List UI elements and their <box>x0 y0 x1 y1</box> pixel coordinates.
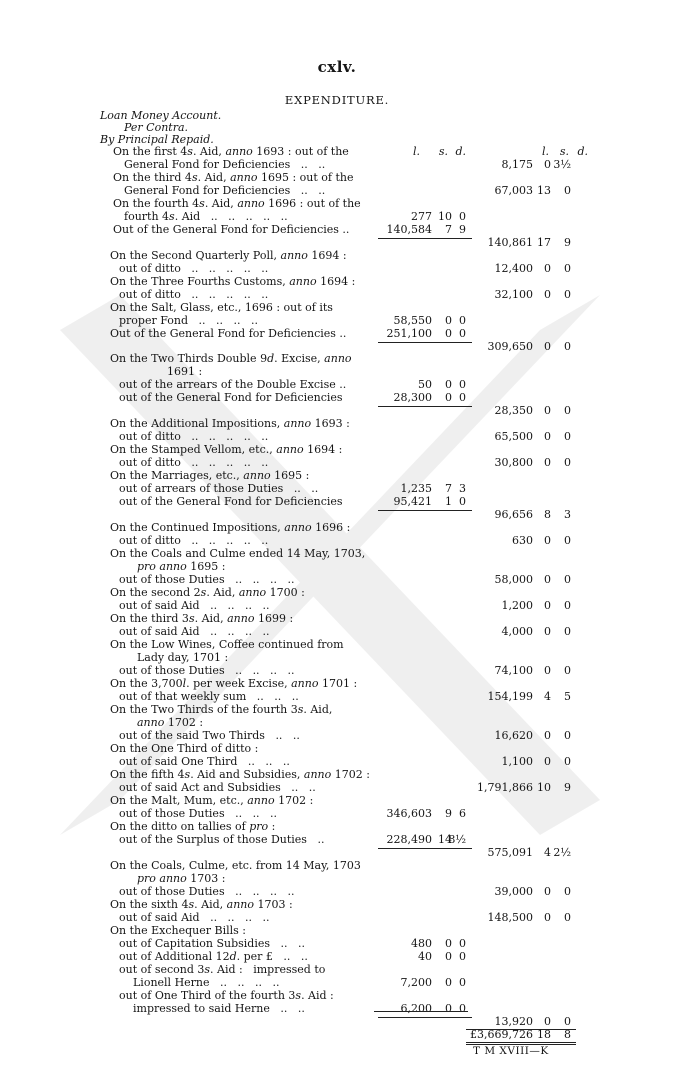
ledger-line-text: Lionell Herne .. .. .. .. <box>133 976 280 989</box>
amount-a-pounds: 58,550 <box>393 314 432 327</box>
ledger-line-text: On the 3,700l. per week Excise, anno 1701 : <box>110 677 358 690</box>
ledger-line-text: Lady day, 1701 : <box>137 651 229 664</box>
ledger-line-text: impressed to said Herne .. .. <box>133 1002 305 1015</box>
amount-b-pence: 0 <box>564 534 571 547</box>
amount-b-shillings: 0 <box>544 625 551 638</box>
grand-total-rule <box>466 1042 576 1043</box>
amount-b-pence: 0 <box>564 729 571 742</box>
ledger-line-text: On the Additional Impositions, anno 1693 : <box>110 417 350 430</box>
ledger-line-text: On the Malt, Mum, etc., anno 1702 : <box>110 794 314 807</box>
ledger-line-text: out of said Aid .. .. .. .. <box>119 625 270 638</box>
col-a-shillings-header: s. <box>438 145 448 158</box>
amount-a-pence: 0 <box>459 950 466 963</box>
amount-b-pounds: 8,175 <box>501 158 533 171</box>
footer-signature: T M XVIII—K <box>473 1045 549 1057</box>
ledger-line-text: out of that weekly sum .. .. .. <box>119 690 299 703</box>
ledger-line-text: out of said Aid .. .. .. .. <box>119 599 270 612</box>
amount-b-pence: 0 <box>564 262 571 275</box>
amount-a-pence: 0 <box>459 976 466 989</box>
ledger-line-text: out of those Duties .. .. .. .. <box>119 573 295 586</box>
ledger-line-text: out of those Duties .. .. .. .. <box>119 885 295 898</box>
amount-b-pounds: 67,003 <box>494 184 533 197</box>
amount-b-pence: 0 <box>564 340 571 353</box>
amount-b-pence: 9 <box>564 781 571 794</box>
amount-a-pounds: 140,584 <box>386 223 432 236</box>
amount-b-pounds: 39,000 <box>494 885 533 898</box>
amount-a-pence: 0 <box>459 210 466 223</box>
ledger-line-text: On the Two Thirds Double 9d. Excise, anno <box>110 352 352 365</box>
ledger-line-text: On the Two Thirds of the fourth 3s. Aid, <box>110 703 333 716</box>
amount-b-pence: 0 <box>564 625 571 638</box>
ledger-line-text: out of the Surplus of those Duties .. <box>119 833 325 846</box>
ledger-line-text: On the Exchequer Bills : <box>110 924 246 937</box>
ledger-line-text: out of arrears of those Duties .. .. <box>119 482 319 495</box>
col-a-pounds-header: l. <box>412 145 420 158</box>
amount-b-shillings: 0 <box>544 534 551 547</box>
amount-a-shillings: 0 <box>445 378 452 391</box>
ledger-line-text: Out of the General Fond for Deficiencies .. <box>113 223 350 236</box>
amount-a-pounds: 28,300 <box>393 391 432 404</box>
ledger-line-text: On the Coals, Culme, etc. from 14 May, 1703 <box>110 859 361 872</box>
amount-a-shillings: 0 <box>445 314 452 327</box>
amount-b-shillings: 0 <box>544 288 551 301</box>
amount-a-pence: 0 <box>459 495 466 508</box>
amount-b-pence: 0 <box>564 664 571 677</box>
amount-a-pence: 8½ <box>448 833 466 846</box>
amount-b-shillings: 4 <box>544 846 551 859</box>
ledger-line-text: out of the General Fond for Deficiencies <box>119 391 343 404</box>
amount-a-pence: 6 <box>459 807 466 820</box>
amount-a-pounds: 480 <box>411 937 432 950</box>
amount-b-shillings: 0 <box>544 340 551 353</box>
subtotal-rule <box>378 510 472 511</box>
ledger-line-text: pro anno 1695 : <box>137 560 226 573</box>
amount-a-shillings: 10 <box>438 210 452 223</box>
amount-b-pounds: 12,400 <box>494 262 533 275</box>
col-a-pence-header: d. <box>455 145 466 158</box>
ledger-line-text: On the Continued Impositions, anno 1696 : <box>110 521 351 534</box>
amount-a-pence: 0 <box>459 314 466 327</box>
ledger-line-text: out of Additional 12d. per £ .. .. <box>119 950 308 963</box>
amount-b-pence: 0 <box>564 184 571 197</box>
ledger-line-text: On the fourth 4s. Aid, anno 1696 : out of the <box>113 197 361 210</box>
amount-b-shillings: 17 <box>537 236 551 249</box>
amount-a-pounds: 95,421 <box>393 495 432 508</box>
amount-b-pounds: 32,100 <box>494 288 533 301</box>
amount-b-pence: 0 <box>564 599 571 612</box>
ledger-line-text: out of those Duties .. .. .. <box>119 807 278 820</box>
amount-a-pounds: 277 <box>411 210 432 223</box>
col-b-pounds-header: l. <box>541 145 549 158</box>
ledger-line-text: On the One Third of ditto : <box>110 742 259 755</box>
ledger-line-text: out of second 3s. Aid : impressed to <box>119 963 326 976</box>
ledger-line-text: General Fond for Deficiencies .. .. <box>124 184 326 197</box>
subtotal-rule <box>378 406 472 407</box>
intro-line-2: Per Contra. <box>124 121 189 134</box>
amount-b-pounds: 1,791,866 <box>477 781 533 794</box>
amount-b-pounds: 1,100 <box>501 755 533 768</box>
amount-b-shillings: 10 <box>537 781 551 794</box>
amount-b-pounds: 309,650 <box>487 340 533 353</box>
amount-a-pounds: 1,235 <box>400 482 432 495</box>
amount-b-shillings: 4 <box>544 690 551 703</box>
amount-b-pounds: 65,500 <box>494 430 533 443</box>
amount-b-pounds: 58,000 <box>494 573 533 586</box>
amount-a-shillings: 9 <box>445 807 452 820</box>
amount-b-shillings: 0 <box>544 262 551 275</box>
amount-b-pounds: 154,199 <box>487 690 533 703</box>
page-number: cxlv. <box>317 58 357 76</box>
amount-b-pence: 0 <box>564 911 571 924</box>
col-b-shillings-header: s. <box>559 145 569 158</box>
amount-b-pounds: 16,620 <box>494 729 533 742</box>
ledger-line-text: out of said One Third .. .. .. <box>119 755 290 768</box>
amount-b-pence: 3 <box>564 508 571 521</box>
amount-a-shillings: 0 <box>445 976 452 989</box>
ledger-line-text: On the third 3s. Aid, anno 1699 : <box>110 612 294 625</box>
amount-b-pence: 0 <box>564 755 571 768</box>
amount-b-shillings: 0 <box>544 404 551 417</box>
ledger-line-text: out of those Duties .. .. .. .. <box>119 664 295 677</box>
amount-b-shillings: 8 <box>544 508 551 521</box>
amount-b-shillings: 0 <box>544 599 551 612</box>
amount-b-pounds: 96,656 <box>494 508 533 521</box>
ledger-line-text: out of One Third of the fourth 3s. Aid : <box>119 989 334 1002</box>
subtotal-rule <box>374 1011 468 1012</box>
amount-b-pence: 0 <box>564 885 571 898</box>
amount-a-pence: 9 <box>459 223 466 236</box>
amount-a-shillings: 0 <box>445 937 452 950</box>
ledger-line-text: On the sixth 4s. Aid, anno 1703 : <box>110 898 293 911</box>
ledger-line-text: out of ditto .. .. .. .. .. <box>119 288 269 301</box>
amount-a-pence: 0 <box>459 378 466 391</box>
ledger-line-text: fourth 4s. Aid .. .. .. .. .. <box>124 210 288 223</box>
ledger-line-text: On the third 4s. Aid, anno 1695 : out of the <box>113 171 354 184</box>
ledger-line-text: out of the said Two Thirds .. .. <box>119 729 300 742</box>
amount-a-pounds: 6,200 <box>400 1002 432 1015</box>
amount-b-pence: 8 <box>564 1028 571 1041</box>
amount-a-shillings: 0 <box>445 327 452 340</box>
amount-a-pounds: 50 <box>418 378 432 391</box>
ledger-line-text: out of Capitation Subsidies .. .. <box>119 937 305 950</box>
amount-a-shillings: 0 <box>445 391 452 404</box>
amount-b-shillings: 0 <box>544 729 551 742</box>
amount-b-pence: 2½ <box>553 846 571 859</box>
intro-line-3: By Principal Repaid. <box>100 133 214 146</box>
ledger-line-text: out of ditto .. .. .. .. .. <box>119 430 269 443</box>
amount-a-pounds: 346,603 <box>386 807 432 820</box>
amount-a-pence: 0 <box>459 1002 466 1015</box>
amount-a-pounds: 228,490 <box>386 833 432 846</box>
amount-b-shillings: 0 <box>544 456 551 469</box>
amount-b-pence: 0 <box>564 404 571 417</box>
amount-b-pounds: 1,200 <box>501 599 533 612</box>
amount-b-shillings: 0 <box>544 1015 551 1028</box>
amount-a-pence: 0 <box>459 391 466 404</box>
ledger-line-text: General Fond for Deficiencies .. .. <box>124 158 326 171</box>
ledger-line-text: out of ditto .. .. .. .. .. <box>119 456 269 469</box>
ledger-line-text: On the fifth 4s. Aid and Subsidies, anno 1702 : <box>110 768 370 781</box>
amount-b-pence: 0 <box>564 456 571 469</box>
amount-a-shillings: 0 <box>445 1002 452 1015</box>
ledger-line-text: On the Salt, Glass, etc., 1696 : out of its <box>110 301 333 314</box>
amount-b-shillings: 0 <box>544 664 551 677</box>
amount-b-pence: 9 <box>564 236 571 249</box>
ledger-line-text: Out of the General Fond for Deficiencies .. <box>110 327 347 340</box>
ledger-line-text: out of ditto .. .. .. .. .. <box>119 262 269 275</box>
ledger-line-text: out of said Act and Subsidies .. .. <box>119 781 316 794</box>
amount-a-pounds: 7,200 <box>400 976 432 989</box>
amount-b-pounds: 630 <box>512 534 533 547</box>
ledger-line-text: On the Stamped Vellom, etc., anno 1694 : <box>110 443 343 456</box>
ledger-line-text: proper Fond .. .. .. .. <box>119 314 258 327</box>
ledger-line-text: On the first 4s. Aid, anno 1693 : out of the <box>113 145 349 158</box>
ledger-line-text: out of the General Fond for Deficiencies <box>119 495 343 508</box>
amount-a-shillings: 7 <box>445 482 452 495</box>
ledger-line-text: out of said Aid .. .. .. .. <box>119 911 270 924</box>
amount-b-pounds: 30,800 <box>494 456 533 469</box>
amount-a-shillings: 7 <box>445 223 452 236</box>
amount-b-pence: 3½ <box>553 158 571 171</box>
ledger-line-text: 1691 : <box>167 365 203 378</box>
ledger-line-text: On the Coals and Culme ended 14 May, 1703, <box>110 547 366 560</box>
amount-a-pence: 3 <box>459 482 466 495</box>
ledger-line-text: out of the arrears of the Double Excise .. <box>119 378 347 391</box>
subtotal-rule <box>378 342 472 343</box>
amount-b-shillings: 18 <box>537 1028 551 1041</box>
amount-a-pence: 0 <box>459 327 466 340</box>
amount-a-pounds: 40 <box>418 950 432 963</box>
amount-b-pounds: 4,000 <box>501 625 533 638</box>
ledger-line-text: On the Second Quarterly Poll, anno 1694 : <box>110 249 347 262</box>
ledger-line-text: On the Three Fourths Customs, anno 1694 : <box>110 275 356 288</box>
ledger-line-text: out of ditto .. .. .. .. .. <box>119 534 269 547</box>
amount-b-pence: 5 <box>564 690 571 703</box>
ledger-line-text: On the Low Wines, Coffee continued from <box>110 638 344 651</box>
amount-b-pounds: 140,861 <box>487 236 533 249</box>
amount-b-pence: 0 <box>564 1015 571 1028</box>
page-title: EXPENDITURE. <box>284 93 390 107</box>
intro-line-1: Loan Money Account. <box>100 109 222 122</box>
amount-b-pounds: 13,920 <box>494 1015 533 1028</box>
ledger-line-text: On the second 2s. Aid, anno 1700 : <box>110 586 305 599</box>
amount-b-pounds: 575,091 <box>487 846 533 859</box>
amount-b-pounds: £3,669,726 <box>470 1028 533 1041</box>
amount-b-shillings: 0 <box>544 430 551 443</box>
amount-b-shillings: 0 <box>544 755 551 768</box>
subtotal-rule <box>378 1017 472 1018</box>
ledger-line-text: anno 1702 : <box>137 716 204 729</box>
ledger-line-text: pro anno 1703 : <box>137 872 226 885</box>
amount-b-shillings: 0 <box>544 911 551 924</box>
amount-b-pence: 0 <box>564 430 571 443</box>
amount-b-pence: 0 <box>564 573 571 586</box>
amount-b-pounds: 74,100 <box>494 664 533 677</box>
amount-b-shillings: 13 <box>537 184 551 197</box>
ledger-line-text: On the ditto on tallies of pro : <box>110 820 276 833</box>
amount-b-shillings: 0 <box>544 158 551 171</box>
col-b-pence-header: d. <box>577 145 588 158</box>
ledger-line-text: On the Marriages, etc., anno 1695 : <box>110 469 310 482</box>
amount-a-shillings: 1 <box>445 495 452 508</box>
subtotal-rule <box>378 238 472 239</box>
amount-b-shillings: 0 <box>544 573 551 586</box>
amount-a-pounds: 251,100 <box>386 327 432 340</box>
amount-b-pounds: 28,350 <box>494 404 533 417</box>
amount-a-shillings: 14 <box>438 833 452 846</box>
amount-b-pence: 0 <box>564 288 571 301</box>
amount-b-pounds: 148,500 <box>487 911 533 924</box>
amount-a-shillings: 0 <box>445 950 452 963</box>
amount-b-shillings: 0 <box>544 885 551 898</box>
amount-a-pence: 0 <box>459 937 466 950</box>
subtotal-rule <box>378 848 472 849</box>
